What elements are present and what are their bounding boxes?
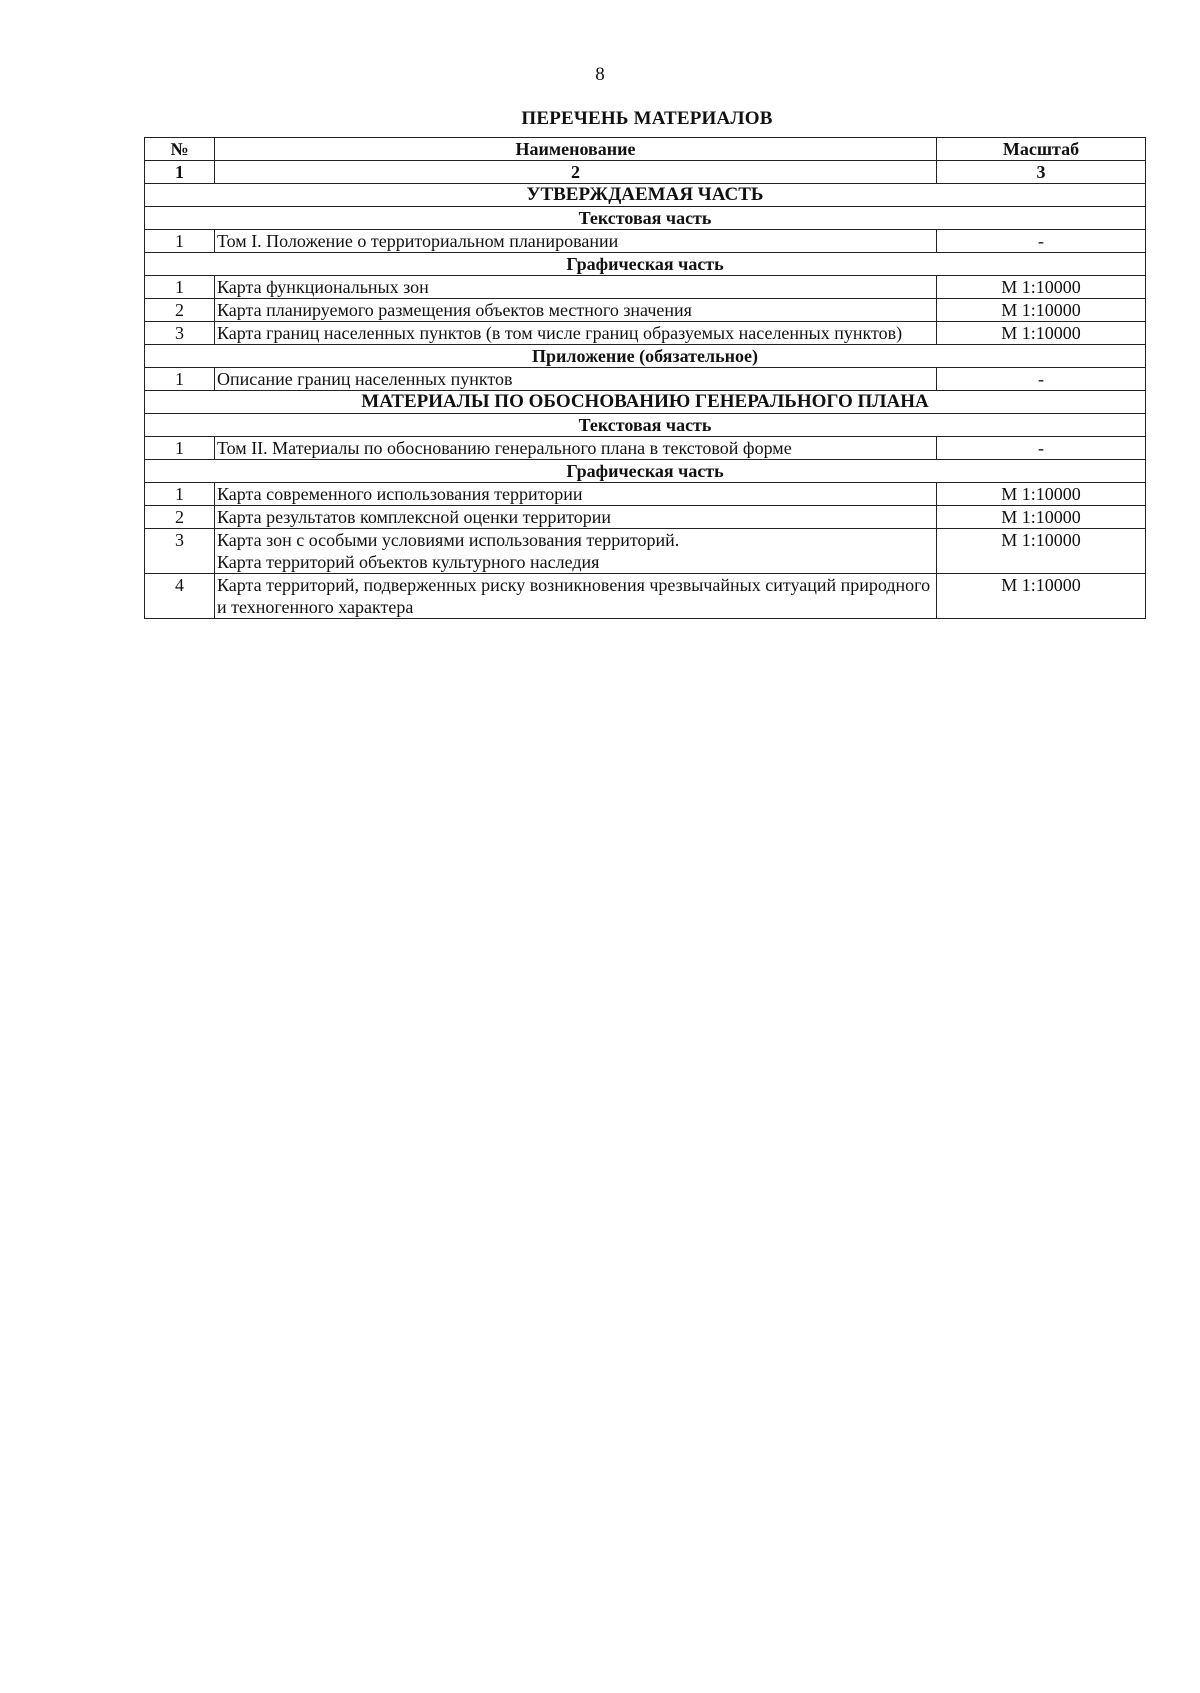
document-title: ПЕРЕЧЕНЬ МАТЕРИАЛОВ — [521, 108, 773, 129]
section-title: МАТЕРИАЛЫ ПО ОБОСНОВАНИЮ ГЕНЕРАЛЬНОГО ПЛАНА — [145, 391, 1146, 414]
row-number: 1 — [145, 276, 215, 299]
row-name: Карта современного использования территории — [215, 483, 937, 506]
row-name-line: Карта территорий объектов культурного наследия — [217, 552, 600, 572]
row-name-line: Карта зон с особыми условиями использования территорий. — [217, 530, 680, 550]
subsection-row — [145, 207, 1146, 230]
subsection-row — [145, 345, 1146, 368]
row-scale: - — [937, 437, 1146, 460]
row-scale: М 1:10000 — [937, 574, 1146, 619]
subsection-row — [145, 414, 1146, 437]
subsection-row — [145, 460, 1146, 483]
table-row — [145, 230, 1146, 253]
row-name — [215, 529, 937, 574]
subsection-title: Текстовая часть — [145, 207, 1146, 230]
row-scale: М 1:10000 — [937, 529, 1146, 574]
header-number: № — [145, 138, 215, 161]
row-scale: М 1:10000 — [937, 322, 1146, 345]
row-name: Карта функциональных зон — [215, 276, 937, 299]
table-row — [145, 368, 1146, 391]
row-name: Карта результатов комплексной оценки территории — [215, 506, 937, 529]
section-row — [145, 184, 1146, 207]
column-index-row — [145, 161, 1146, 184]
row-scale: М 1:10000 — [937, 506, 1146, 529]
table-row — [145, 574, 1146, 619]
row-name: Карта планируемого размещения объектов местного значения — [215, 299, 937, 322]
column-index: 3 — [937, 161, 1146, 184]
row-scale: - — [937, 230, 1146, 253]
table-row — [145, 483, 1146, 506]
row-scale: - — [937, 368, 1146, 391]
column-index: 1 — [145, 161, 215, 184]
row-name: Том II. Материалы по обоснованию генерального плана в текстовой форме — [215, 437, 937, 460]
row-name: Карта границ населенных пунктов (в том числе границ образуемых населенных пунктов) — [215, 322, 937, 345]
subsection-title: Текстовая часть — [145, 414, 1146, 437]
subsection-title: Приложение (обязательное) — [145, 345, 1146, 368]
table-row — [145, 322, 1146, 345]
header-scale: Масштаб — [937, 138, 1146, 161]
materials-table — [144, 137, 1146, 619]
subsection-title: Графическая часть — [145, 460, 1146, 483]
table-row — [145, 506, 1146, 529]
row-name: Карта территорий, подверженных риску возникновения чрезвычайных ситуаций природного и техногенного характера — [215, 574, 937, 619]
row-number: 2 — [145, 299, 215, 322]
row-number: 3 — [145, 529, 215, 574]
row-name: Описание границ населенных пунктов — [215, 368, 937, 391]
subsection-row — [145, 253, 1146, 276]
section-row — [145, 391, 1146, 414]
column-index: 2 — [215, 161, 937, 184]
table-row — [145, 299, 1146, 322]
row-number: 2 — [145, 506, 215, 529]
table-row — [145, 529, 1146, 574]
table-header-row — [145, 138, 1146, 161]
row-number: 1 — [145, 437, 215, 460]
row-number: 1 — [145, 230, 215, 253]
row-scale: М 1:10000 — [937, 483, 1146, 506]
table-row — [145, 276, 1146, 299]
row-name: Том I. Положение о территориальном планировании — [215, 230, 937, 253]
section-title: УТВЕРЖДАЕМАЯ ЧАСТЬ — [145, 184, 1146, 207]
table-row — [145, 437, 1146, 460]
subsection-title: Графическая часть — [145, 253, 1146, 276]
row-scale: М 1:10000 — [937, 276, 1146, 299]
header-name: Наименование — [215, 138, 937, 161]
row-scale: М 1:10000 — [937, 299, 1146, 322]
row-number: 4 — [145, 574, 215, 619]
row-number: 3 — [145, 322, 215, 345]
row-number: 1 — [145, 368, 215, 391]
page-number: 8 — [595, 64, 605, 85]
row-number: 1 — [145, 483, 215, 506]
